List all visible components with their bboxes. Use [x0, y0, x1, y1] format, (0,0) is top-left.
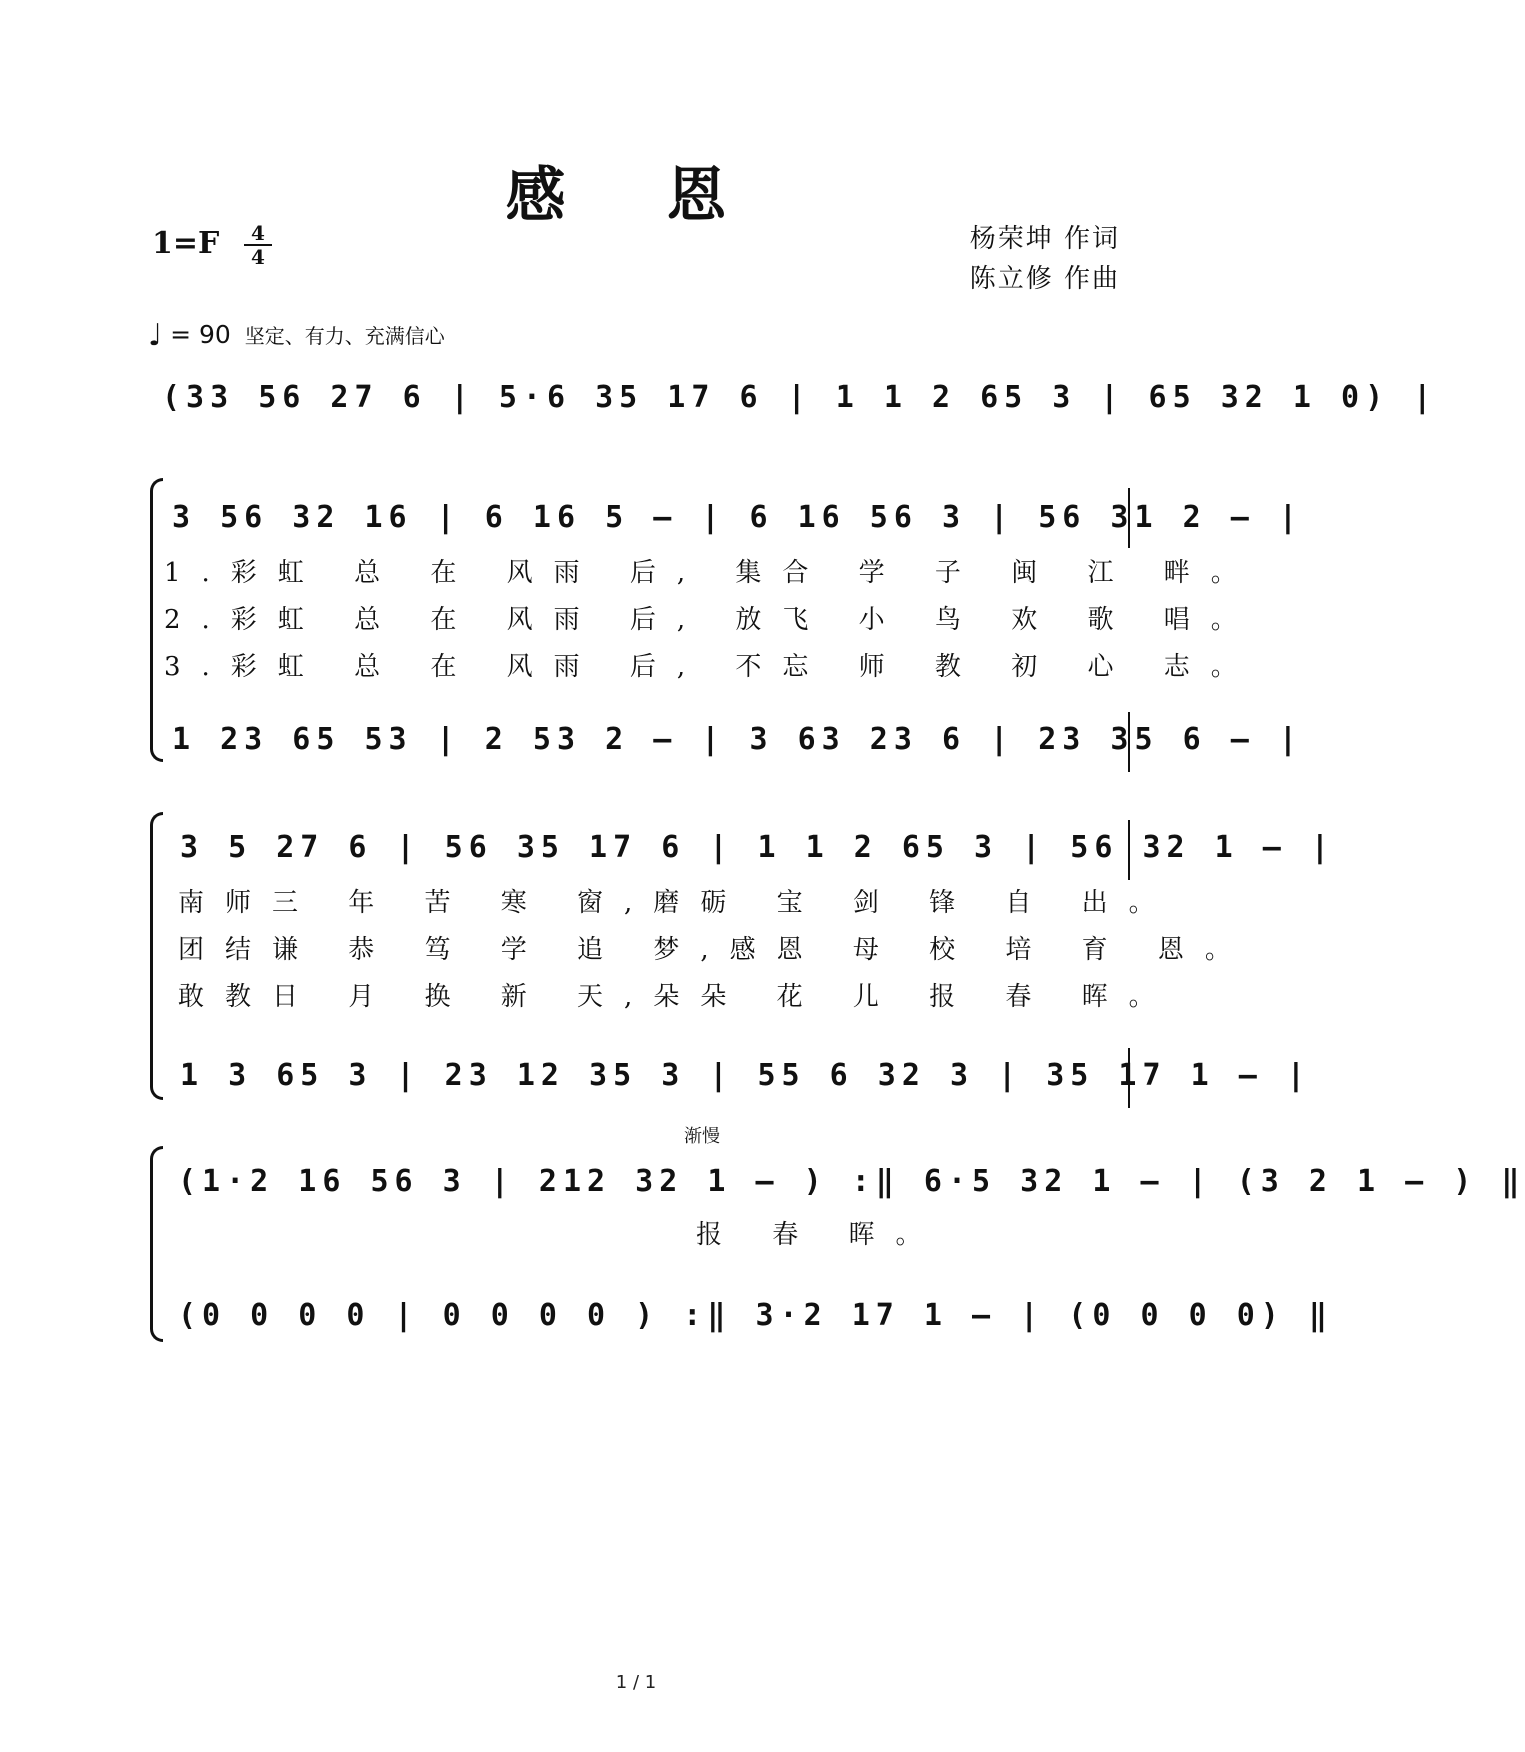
tempo-marking [148, 318, 445, 353]
lyric-verse-3-line-1: 3.彩虹 总 在 风雨 后, 不忘 师 教 初 心 志。 [164, 652, 1258, 682]
time-signature-top: 4 [251, 221, 265, 245]
composer-credit: 陈立修 作曲 [969, 264, 1120, 294]
key-signature: 1=F [152, 226, 220, 261]
system-brace-2 [150, 812, 163, 1100]
system-brace-1 [150, 478, 163, 762]
lyric-verse-1-line-2: 南师三 年 苦 寒 窗,磨砺 宝 剑 锋 自 出。 [178, 888, 1176, 918]
quarter-note-icon: ♩ [148, 318, 163, 353]
ritardando-marking: 渐慢 [684, 1126, 720, 1147]
lyric-verse-1-line-1: 1.彩虹 总 在 风雨 后, 集合 学 子 闽 江 畔。 [164, 558, 1258, 588]
lyric-verse-3-line-2: 敢教日 月 换 新 天,朵朵 花 儿 报 春 晖。 [178, 982, 1176, 1012]
tempo-expression: 坚定、有力、充满信心 [244, 324, 445, 348]
harmony-line-3: (0 0 0 0 | 0 0 0 0 ) :‖ 3·2 17 1 – | (0 0 0 0) ‖ [178, 1298, 1333, 1333]
melody-line-1: 3 56 32 16 | 6 16 5 – | 6 16 56 3 | 56 31 2 – | [172, 500, 1303, 535]
tempo-value: = 90 [170, 320, 231, 349]
lyricist-credit: 杨荣坤 作词 [969, 224, 1120, 254]
song-title: 感 恩 [505, 161, 767, 231]
end-barline-2a [1128, 820, 1130, 880]
harmony-line-1: 1 23 65 53 | 2 53 2 – | 3 63 23 6 | 23 35 6 – | [172, 722, 1303, 757]
end-barline-2b [1128, 1048, 1130, 1108]
system-brace-3 [150, 1146, 163, 1342]
melody-line-3: (1·2 16 56 3 | 212 32 1 – ) :‖ 6·5 32 1 – | (3 2 1 – ) ‖ [178, 1164, 1525, 1199]
lyric-verse-2-line-1: 2.彩虹 总 在 风雨 后, 放飞 小 鸟 欢 歌 唱。 [164, 605, 1258, 635]
end-barline-1b [1128, 712, 1130, 772]
intro-line: (33 56 27 6 | 5·6 35 17 6 | 1 1 2 65 3 | 65 32 1 0) | [162, 380, 1438, 415]
time-signature [244, 222, 272, 268]
page-number: 1 / 1 [615, 1672, 657, 1693]
lyric-verse-2-line-2: 团结谦 恭 笃 学 追 梦,感恩 母 校 培 育 恩。 [178, 935, 1252, 965]
melody-line-2: 3 5 27 6 | 56 35 17 6 | 1 1 2 65 3 | 56 32 1 – | [180, 830, 1335, 865]
lyric-ending: 报 春 晖。 [696, 1220, 943, 1250]
time-signature-bottom: 4 [244, 244, 272, 268]
harmony-line-2: 1 3 65 3 | 23 12 35 3 | 55 6 32 3 | 35 17 1 – | [180, 1058, 1311, 1093]
